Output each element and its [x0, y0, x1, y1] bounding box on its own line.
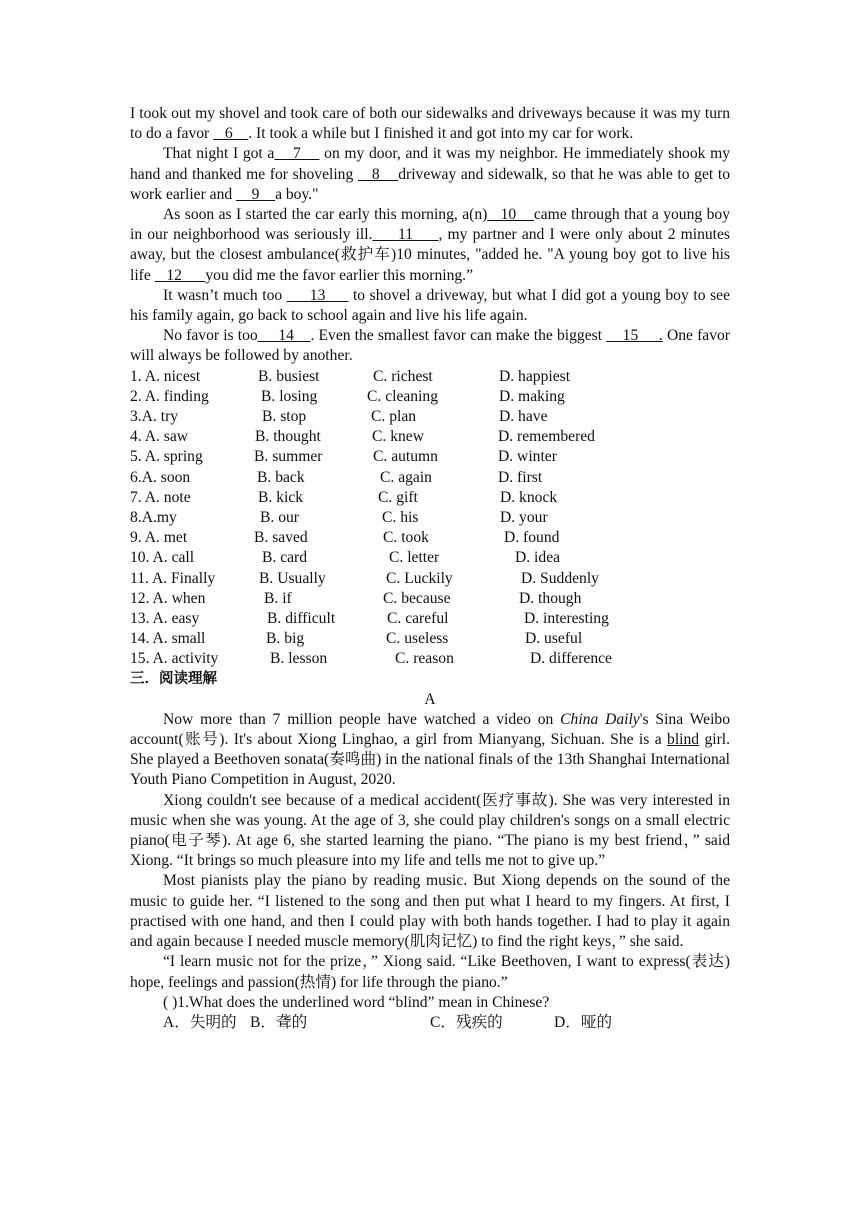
option-a: 9. A. met — [130, 529, 188, 547]
option-b: B. big — [266, 630, 305, 648]
newspaper-name: China Daily — [560, 710, 640, 728]
option-b: B. saved — [254, 529, 308, 547]
option-row — [130, 609, 730, 629]
option-b: B. back — [257, 468, 305, 486]
option-row — [130, 468, 730, 488]
blank-8: 8 — [357, 165, 399, 183]
option-d: D. idea — [515, 549, 561, 567]
option-a: 6.A. soon — [130, 468, 191, 486]
option-row — [130, 569, 730, 589]
cloze-options-list — [130, 367, 730, 670]
option-row — [130, 387, 730, 407]
passage-paragraph-2: Xiong couldn't see because of a medical accident(医疗事故). She was very interested in music when she was young. At the age of 3, she could play children's songs on a small electric piano(电子琴). At age 6, she started learning the piano. “The piano is my best friend，” said Xiong. “It brings so much pleasure into my life and tells me not to give up.” — [130, 791, 730, 870]
option-b: B. Usually — [259, 569, 326, 587]
option-d: D. your — [500, 508, 548, 526]
blank-15: 15 . — [606, 327, 663, 345]
option-b: B. kick — [258, 488, 304, 506]
question-choices — [130, 1013, 730, 1033]
option-d: D. interesting — [524, 609, 609, 627]
option-row — [130, 528, 730, 548]
question-stem: ( )1.What does the underlined word “blind” mean in Chinese? — [163, 993, 550, 1011]
option-c: C. useless — [386, 630, 449, 648]
option-a: 3.A. try — [130, 408, 179, 426]
option-a: 11. A. Finally — [130, 569, 216, 587]
option-b: B. summer — [254, 448, 323, 466]
passage-paragraph-1: Now more than 7 million people have watched a video on China Daily's Sina Weibo account(账号). It's about Xiong Linghao, a girl from Mianyang, Sichuan. She is a blind girl. She played a Beethoven sonata(奏鸣曲) in the national finals of the 13th Shanghai International Youth Piano Competition in August, 2020. — [130, 710, 731, 789]
option-c: C. cleaning — [367, 387, 439, 405]
choice-d: D．哑的 — [554, 1013, 613, 1031]
option-row — [130, 629, 730, 649]
option-row — [130, 589, 730, 609]
option-row — [130, 488, 730, 508]
option-d: D. Suddenly — [521, 569, 599, 587]
choice-b: B．聋的 — [250, 1013, 308, 1031]
option-d: D. making — [499, 387, 565, 405]
option-c: C. because — [383, 589, 451, 607]
option-d: D. happiest — [499, 367, 571, 385]
option-c: C. again — [380, 468, 432, 486]
passage-label: A — [424, 690, 436, 708]
option-a: 14. A. small — [130, 630, 206, 648]
blank-12: 12 — [154, 266, 206, 284]
option-d: D. difference — [530, 650, 612, 668]
option-a: 10. A. call — [130, 549, 195, 567]
section-title: 三．阅读理解 — [130, 671, 217, 688]
option-row — [130, 407, 730, 427]
option-d: D. winter — [498, 448, 557, 466]
option-a: 2. A. finding — [130, 387, 209, 405]
passage-paragraph-3: Most pianists play the piano by reading music. But Xiong depends on the sound of the music to guide her. “I listened to the song and then put what I heard to my fingers. At first, I practised with one hand, and then I could play with both hands together. I had to play it again and again because I needed muscle memory(肌肉记忆) to find the right keys，” she said. — [130, 872, 730, 951]
option-a: 1. A. nicest — [130, 367, 201, 385]
blank-13: 13 — [286, 286, 349, 304]
option-c: C. richest — [373, 367, 433, 385]
choice-c: C．残疾的 — [430, 1013, 503, 1031]
option-a: 12. A. when — [130, 589, 206, 607]
option-d: D. have — [499, 408, 548, 426]
option-row — [130, 548, 730, 568]
option-c: C. his — [382, 508, 419, 526]
option-c: C. autumn — [373, 448, 438, 466]
option-c: C. gift — [378, 488, 418, 506]
option-b: B. our — [260, 508, 299, 526]
option-c: C. letter — [389, 549, 440, 567]
cloze-paragraph-3: As soon as I started the car early this morning, a(n) 10 came through that a young boy in our neighborhood was seriously ill. 11 , my partner and I were only about 2 minutes away, but the closest ambulance(救护车)10 minutes, "added he. "A young boy got to live his life 12 you did me the favor earlier this morning.” — [130, 206, 731, 284]
cloze-paragraph-5: No favor is too 14 . Even the smallest favor can make the biggest 15 . One favor will always be followed by another. — [130, 327, 730, 365]
blank-11: 11 — [372, 226, 439, 244]
underlined-word: blind — [667, 731, 700, 749]
option-d: D. though — [519, 589, 582, 607]
blank-6: 6 — [213, 125, 249, 143]
option-c: C. careful — [387, 609, 449, 627]
option-b: B. stop — [262, 408, 307, 426]
option-a: 4. A. saw — [130, 428, 189, 446]
option-b: B. difficult — [267, 609, 336, 627]
option-b: B. thought — [255, 428, 321, 446]
option-c: C. knew — [372, 428, 424, 446]
option-a: 15. A. activity — [130, 650, 219, 668]
option-row — [130, 427, 730, 447]
option-a: 8.A.my — [130, 508, 177, 526]
option-d: D. useful — [525, 630, 583, 648]
option-d: D. knock — [500, 488, 558, 506]
option-row — [130, 367, 730, 387]
blank-7: 7 — [274, 145, 320, 163]
option-a: 13. A. easy — [130, 609, 200, 627]
passage-paragraph-4: “I learn music not for the prize，” Xiong said. “Like Beethoven, I want to express(表达) hope, feelings and passion(热情) for life through the piano.” — [130, 953, 730, 991]
cloze-paragraph-4: It wasn’t much too 13 to shovel a driveway, but what I did got a young boy to see his family again, go back to school again and live his life again. — [130, 286, 731, 325]
option-d: D. remembered — [498, 428, 595, 446]
option-c: C. took — [383, 529, 429, 547]
option-d: D. found — [504, 529, 560, 547]
blank-14: 14 — [257, 327, 311, 345]
option-row — [130, 508, 730, 528]
cloze-paragraph-1: I took out my shovel and took care of both our sidewalks and driveways because it was my turn to do a favor 6 . It took a while but I finished it and got into my car for work. — [130, 105, 730, 143]
cloze-paragraph-2: That night I got a 7 on my door, and it was my neighbor. He immediately shook my hand and thanked me for shoveling 8 driveway and sidewalk, so that he was able to get to work earlier and 9 a boy." — [130, 145, 731, 203]
option-b: B. if — [264, 589, 292, 607]
option-c: C. reason — [395, 650, 454, 668]
option-b: B. card — [262, 549, 308, 567]
document-page — [130, 104, 730, 1033]
option-a: 7. A. note — [130, 488, 191, 506]
option-c: C. plan — [371, 408, 417, 426]
choice-a: A．失明的 — [163, 1013, 237, 1031]
option-row — [130, 447, 730, 467]
blank-9: 9 — [236, 185, 276, 203]
option-b: B. lesson — [270, 650, 328, 668]
blank-10: 10 — [487, 206, 534, 224]
option-c: C. Luckily — [386, 569, 453, 587]
option-a: 5. A. spring — [130, 448, 203, 466]
option-b: B. busiest — [258, 367, 320, 385]
option-row — [130, 649, 730, 669]
option-b: B. losing — [261, 387, 318, 405]
option-d: D. first — [498, 468, 543, 486]
